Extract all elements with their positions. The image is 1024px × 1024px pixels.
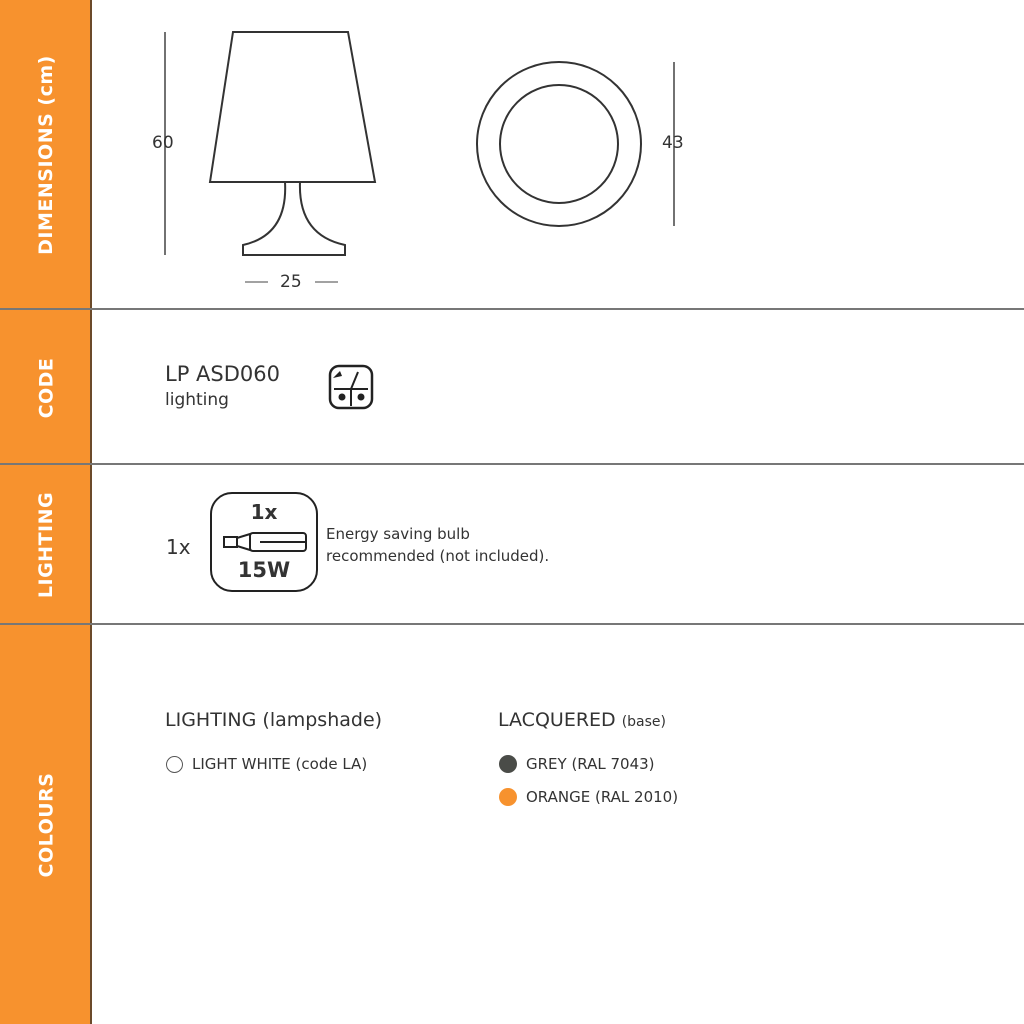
section-label: DIMENSIONS (cm) (35, 55, 58, 255)
colours-section (0, 625, 1024, 1024)
section-label: COLOURS (35, 772, 58, 877)
colour-option: LIGHT WHITE (code LA) (166, 755, 367, 773)
section-label: LIGHTING (35, 491, 58, 599)
lamp-side-drawing (140, 20, 380, 300)
bulb-note-line1: Energy saving bulb (326, 525, 470, 543)
lighting-section (0, 465, 1024, 625)
colour-option: ORANGE (RAL 2010) (499, 788, 678, 806)
product-code: LP ASD060 (165, 362, 280, 386)
colour-option: GREY (RAL 7043) (499, 755, 655, 773)
code-section (0, 310, 1024, 465)
product-category: lighting (165, 390, 229, 410)
dimensions-section (0, 0, 1024, 310)
bulb-badge (210, 492, 318, 592)
bulb-note-line2: recommended (not included). (326, 547, 550, 565)
badge-watt: 15W (237, 558, 291, 582)
swatch-orange (499, 788, 517, 806)
swatch-light-white (166, 756, 183, 773)
lamp-top-drawing (470, 55, 690, 235)
shade-title: LIGHTING (lampshade) (165, 709, 383, 731)
width-value: 25 (280, 272, 302, 292)
bulb-count: 1x (166, 535, 191, 559)
indoor-outdoor-icon (328, 364, 374, 410)
base-title: LACQUERED (base) (498, 709, 666, 731)
swatch-grey (499, 755, 517, 773)
bulb-icon (222, 530, 312, 554)
section-label: CODE (34, 357, 57, 418)
diameter-value: 43 (662, 133, 684, 153)
height-value: 60 (152, 133, 174, 153)
badge-count: 1x (250, 500, 278, 524)
